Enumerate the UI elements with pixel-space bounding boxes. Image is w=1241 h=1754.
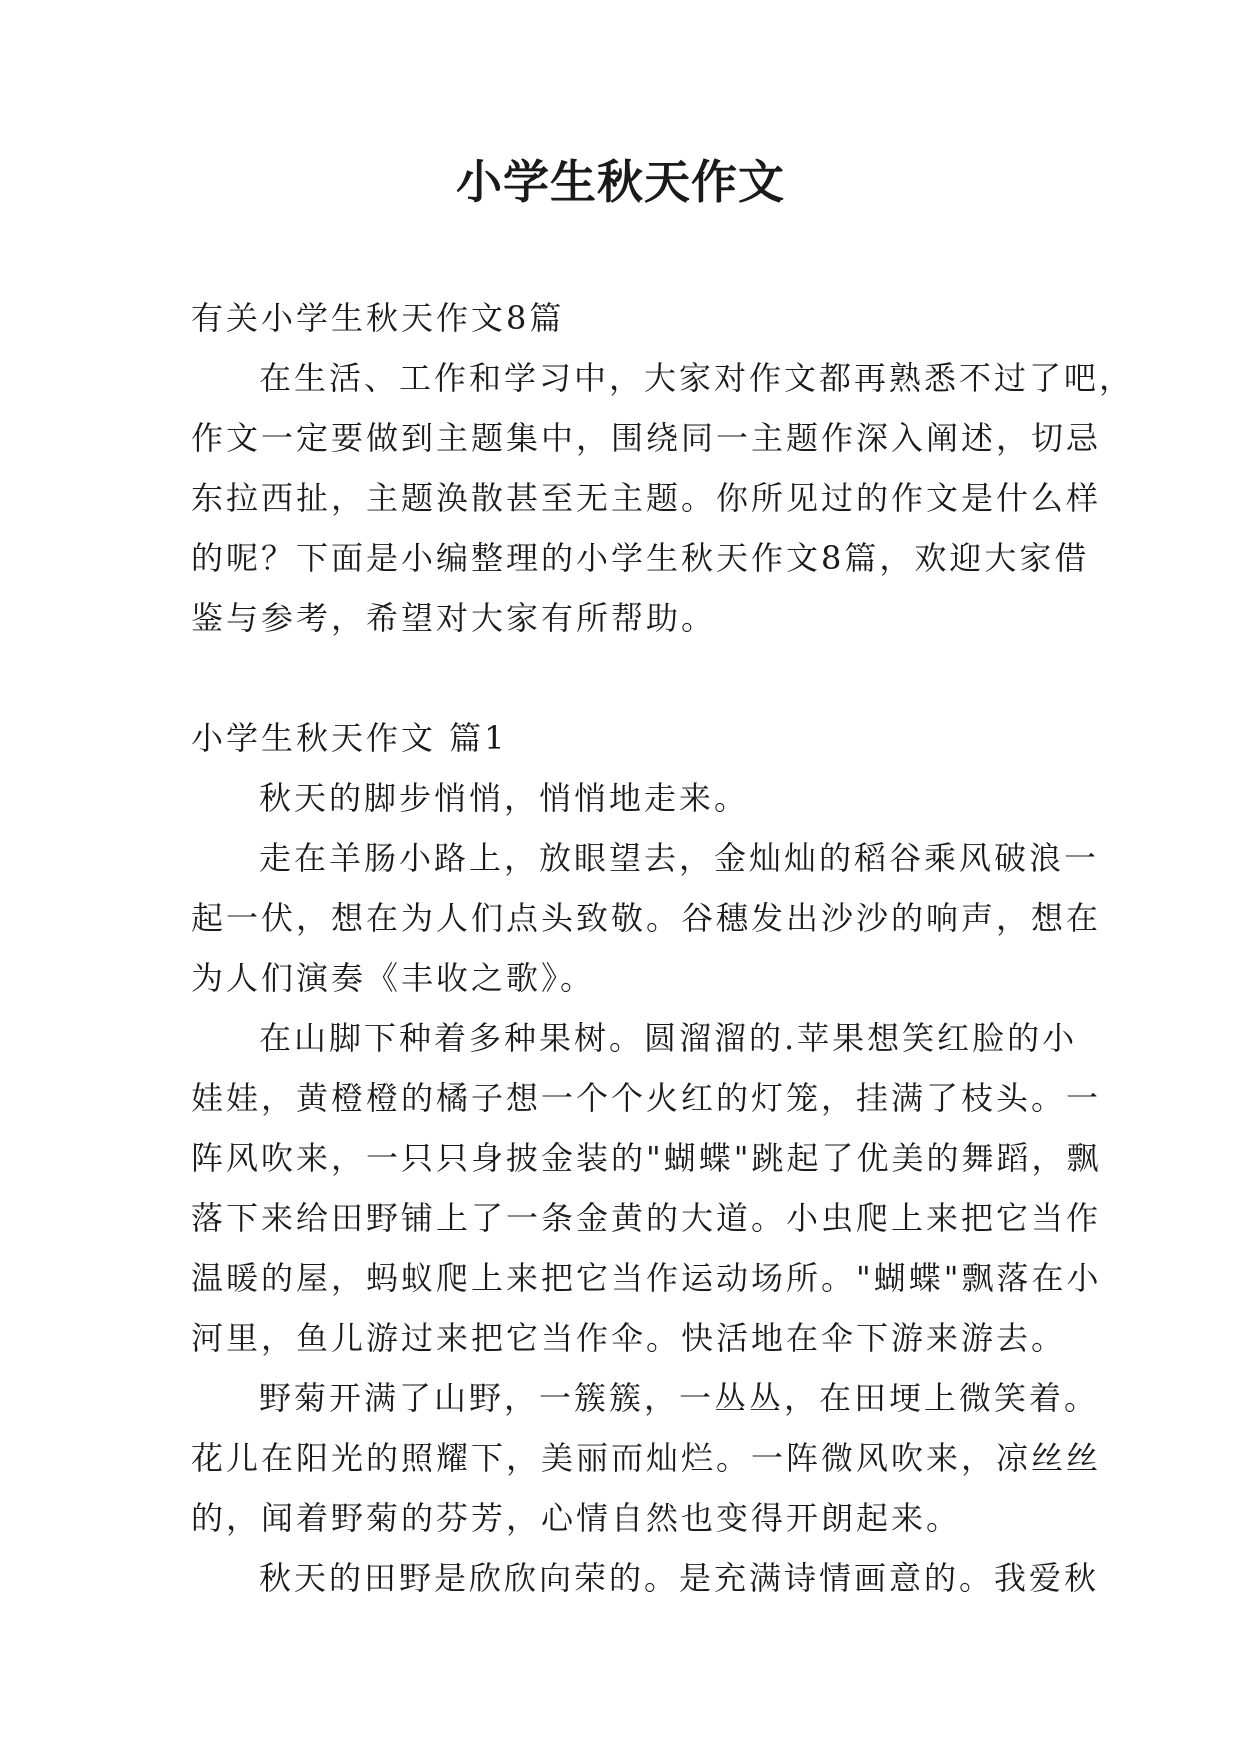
intro-line: 东拉西扯，主题涣散甚至无主题。你所见过的作文是什么样: [191, 479, 1102, 517]
document-title: 小学生秋天作文: [456, 155, 785, 209]
paragraph-3: [191, 1008, 1102, 1368]
intro-line: 的呢？下面是小编整理的小学生秋天作文8篇，欢迎大家借: [191, 539, 1090, 577]
paragraph-2: [191, 828, 1102, 1008]
spacer: [191, 648, 1061, 708]
paragraph-line: 秋天的脚步悄悄，悄悄地走来。: [259, 779, 750, 817]
paragraph-line: 野菊开满了山野，一簇簇，一丛丛，在田埂上微笑着。: [259, 1379, 1100, 1417]
section-heading: 小学生秋天作文 篇1: [191, 719, 508, 757]
paragraph-line: 走在羊肠小路上，放眼望去，金灿灿的稻谷乘风破浪一: [259, 839, 1100, 877]
paragraph-line: 阵风吹来，一只只身披金装的"蝴蝶"跳起了优美的舞蹈，飘: [191, 1139, 1102, 1177]
intro-line: 在生活、工作和学习中，大家对作文都再熟悉不过了吧，: [259, 359, 1135, 397]
paragraph-line: 河里，鱼儿游过来把它当作伞。快活地在伞下游来游去。: [191, 1319, 1067, 1357]
paragraph-line: 温暖的屋，蚂蚁爬上来把它当作运动场所。"蝴蝶"飘落在小: [191, 1259, 1102, 1297]
paragraph-1: [191, 768, 1061, 828]
intro-paragraph: [191, 348, 1135, 648]
paragraph-line: 花儿在阳光的照耀下，美丽而灿烂。一阵微风吹来，凉丝丝: [191, 1439, 1102, 1477]
paragraph-line: 落下来给田野铺上了一条金黄的大道。小虫爬上来把它当作: [191, 1199, 1102, 1237]
intro-line: 作文一定要做到主题集中，围绕同一主题作深入阐述，切忌: [191, 419, 1102, 457]
paragraph-line: 秋天的田野是欣欣向荣的。是充满诗情画意的。我爱秋: [259, 1559, 1100, 1597]
paragraph-5: [191, 1548, 1100, 1608]
paragraph-line: 在山脚下种着多种果树。圆溜溜的.苹果想笑红脸的小: [259, 1019, 1078, 1057]
paragraph-line: 起一伏，想在为人们点头致敬。谷穗发出沙沙的响声，想在: [191, 899, 1102, 937]
document-body: [191, 288, 1135, 1608]
paragraph-4: [191, 1368, 1102, 1548]
paragraph-line: 为人们演奏《丰收之歌》。: [191, 959, 596, 997]
paragraph-line: 娃娃，黄橙橙的橘子想一个个火红的灯笼，挂满了枝头。一: [191, 1079, 1102, 1117]
subtitle: 有关小学生秋天作文8篇: [191, 299, 565, 337]
paragraph-line: 的，闻着野菊的芬芳，心情自然也变得开朗起来。: [191, 1499, 962, 1537]
intro-line: 鉴与参考，希望对大家有所帮助。: [191, 599, 717, 637]
